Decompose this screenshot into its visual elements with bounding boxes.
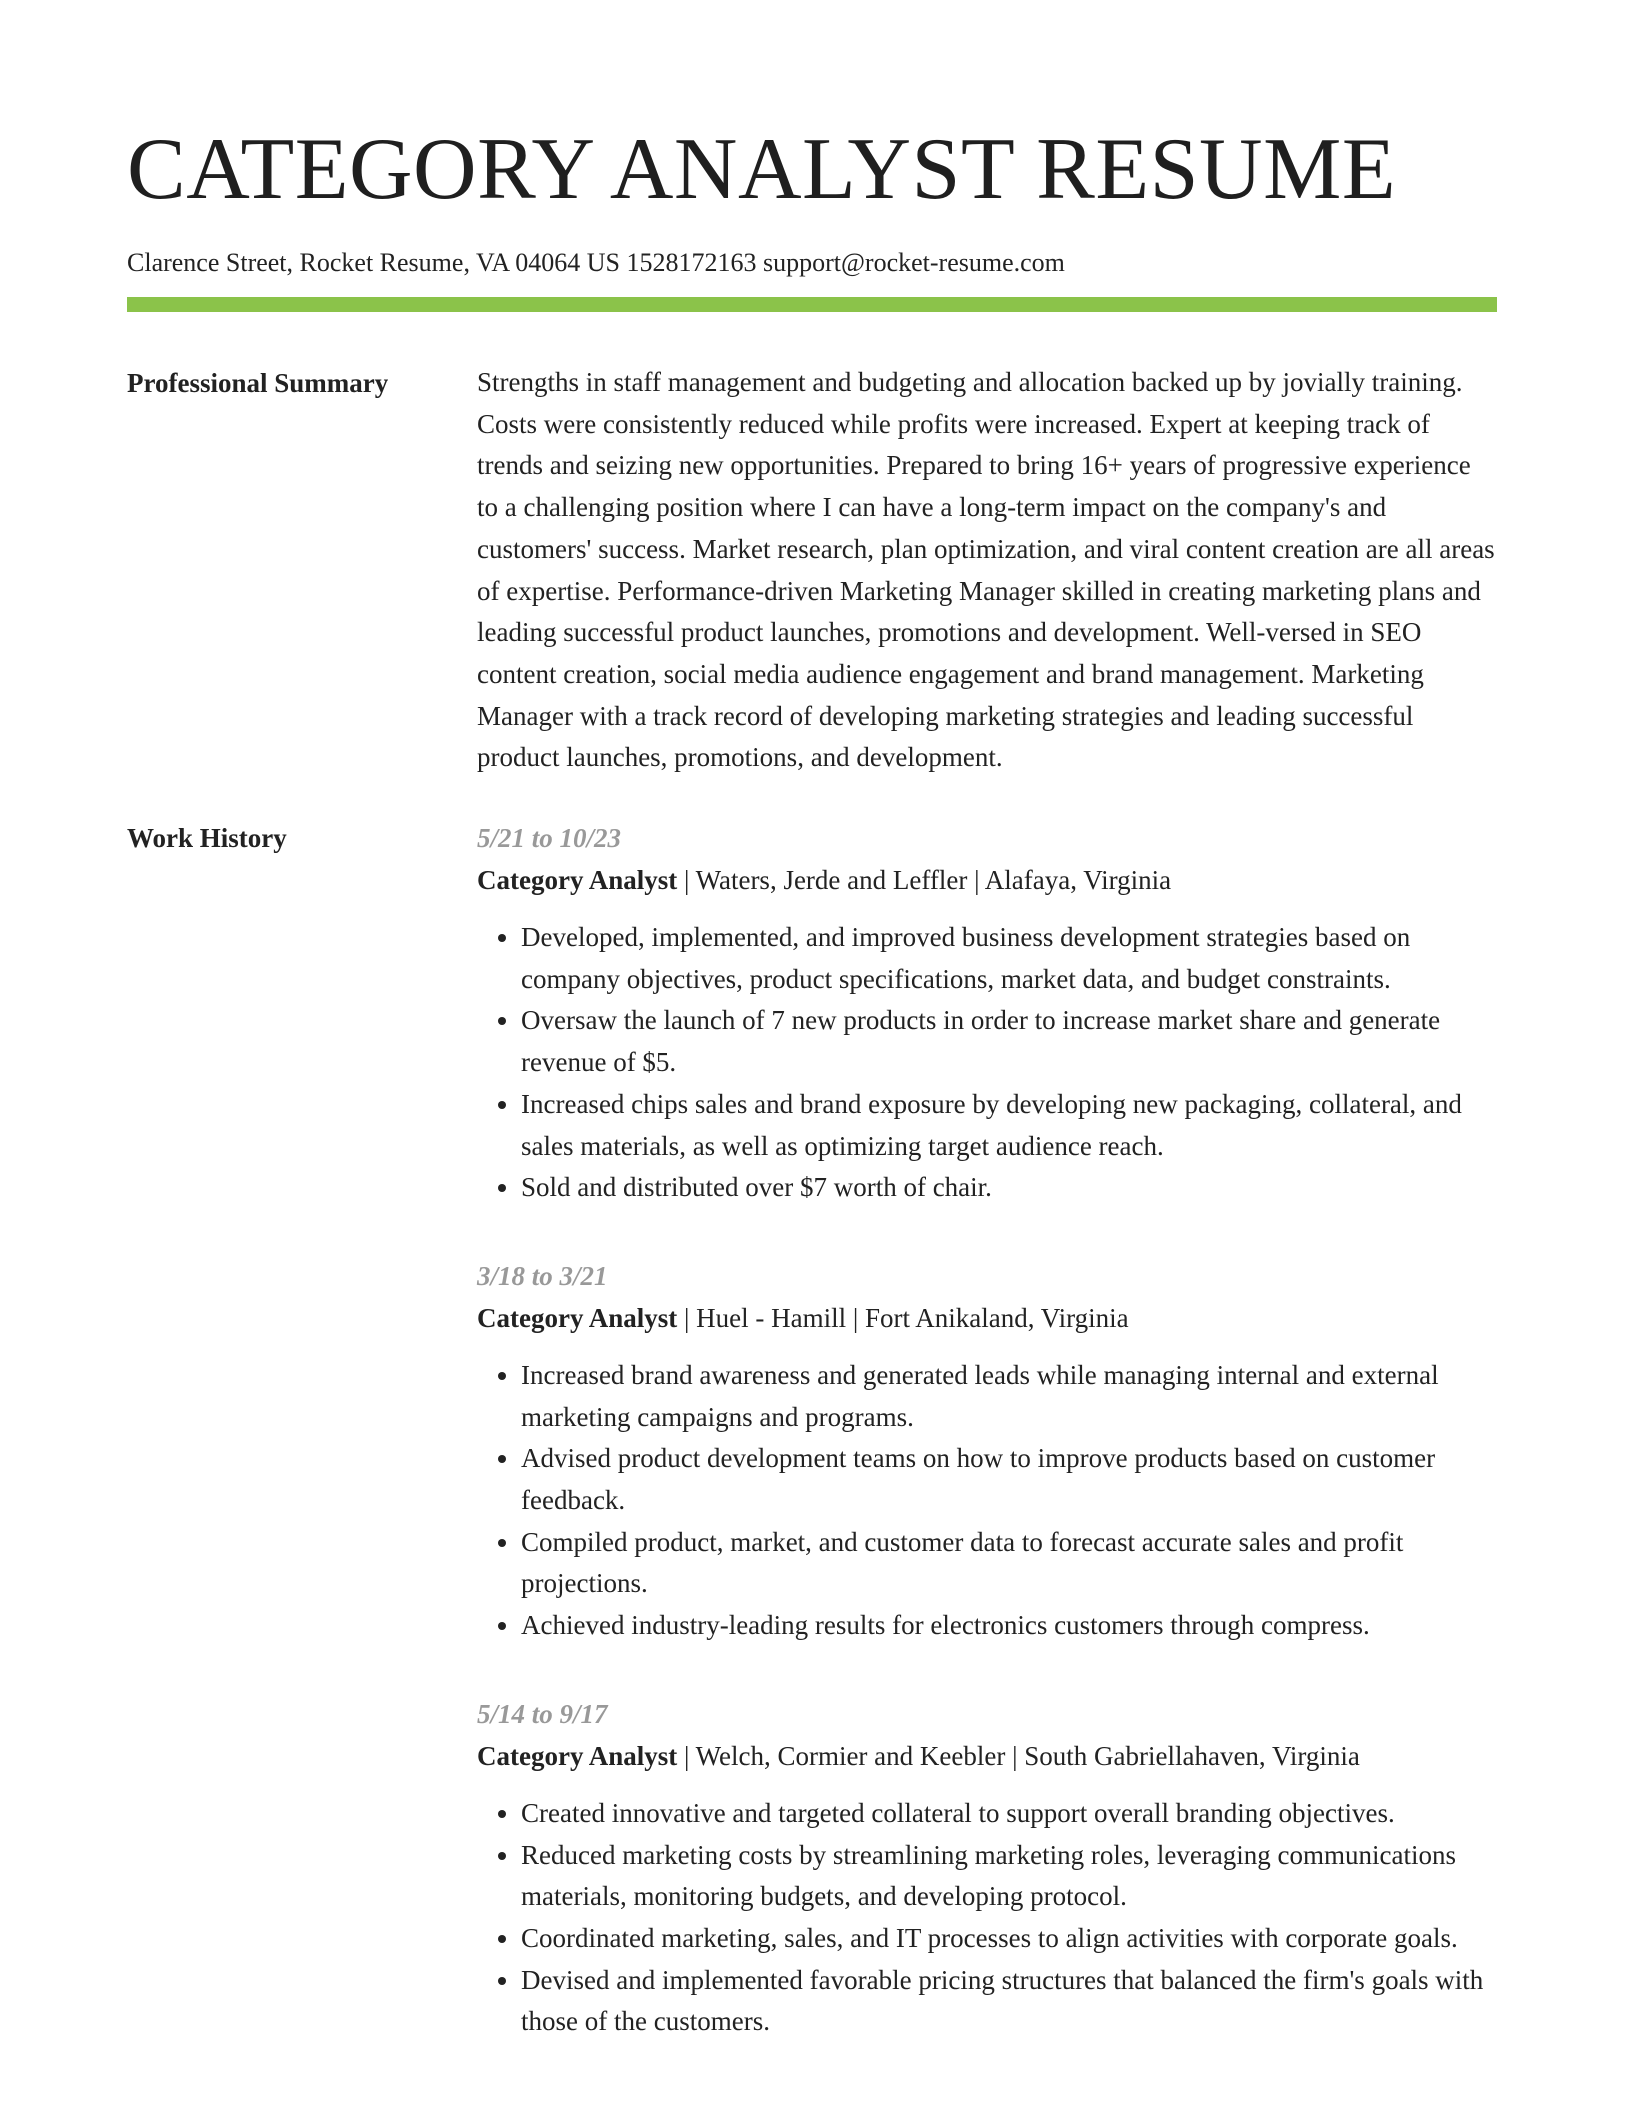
job-title: Category Analyst xyxy=(477,1302,678,1333)
job-employer-location: | Welch, Cormier and Keebler | South Gabriellahaven, Virginia xyxy=(677,1740,1360,1771)
job-title-line xyxy=(477,1735,1497,1777)
job-title: Category Analyst xyxy=(477,1740,678,1771)
job-title-line xyxy=(477,1297,1497,1339)
job-bullet: • Compiled product, market, and customer data to forecast accurate sales and profit projections. xyxy=(521,1522,1497,1605)
job-bullets xyxy=(477,1355,1497,1647)
job-bullet: • Reduced marketing costs by streamlining marketing roles, leveraging communications materials, monitoring budgets, and developing protocol. xyxy=(521,1835,1497,1918)
section-heading-summary: Professional Summary xyxy=(127,368,389,398)
job-title: Category Analyst xyxy=(477,865,678,896)
job-title-line xyxy=(477,859,1497,901)
contact-info: Clarence Street, Rocket Resume, VA 04064 US 1528172163 support@rocket-resume.com xyxy=(127,248,1065,277)
job-bullet: • Devised and implemented favorable pricing structures that balanced the firm's goals with those of the customers. xyxy=(521,1960,1497,2043)
job-dates: 5/14 to 9/17 xyxy=(477,1698,608,1729)
summary-text: Strengths in staff management and budgeting and allocation backed up by jovially training. Costs were consistently reduced while profits were increased. Expert at keeping track of trends and seizing new opportunities. Prepared to bring 16+ years of progressive experience to a challenging position where I can have a long-term impact on the company's and customers' success. Market research, plan optimization, and viral content creation are all areas of expertise. Performance-driven Marketing Manager skilled in creating marketing plans and leading successful product launches, promotions and development. Well-versed in SEO content creation, social media audience engagement and brand management. Marketing Manager with a track record of developing marketing strategies and leading successful product launches, promotions, and development. xyxy=(477,367,1495,773)
accent-divider xyxy=(127,297,1497,312)
resume-page xyxy=(127,120,1497,2043)
job-entry xyxy=(477,1255,1497,1647)
job-dates: 3/18 to 3/21 xyxy=(477,1260,608,1291)
job-bullets xyxy=(477,1793,1497,2043)
job-employer-location: | Waters, Jerde and Leffler | Alafaya, Virginia xyxy=(677,865,1172,896)
job-bullet: • Coordinated marketing, sales, and IT processes to align activities with corporate goals. xyxy=(521,1918,1497,1960)
job-entry xyxy=(477,1693,1497,2043)
job-bullets xyxy=(477,917,1497,1209)
job-bullet: • Increased chips sales and brand exposure by developing new packaging, collateral, and sales materials, as well as optimizing target audience reach. xyxy=(521,1084,1497,1167)
page-title: CATEGORY ANALYST RESUME xyxy=(127,121,1397,218)
work-history-section xyxy=(127,817,1497,2043)
job-dates: 5/21 to 10/23 xyxy=(477,823,622,854)
job-entry xyxy=(477,817,1497,1209)
job-bullet: • Advised product development teams on how to improve products based on customer feedback. xyxy=(521,1438,1497,1521)
summary-section xyxy=(127,362,1497,779)
job-bullet: • Increased brand awareness and generated leads while managing internal and external marketing campaigns and programs. xyxy=(521,1355,1497,1438)
job-employer-location: | Huel - Hamill | Fort Anikaland, Virginia xyxy=(677,1302,1129,1333)
job-bullet: • Achieved industry-leading results for electronics customers through compress. xyxy=(521,1605,1497,1647)
section-heading-work-history: Work History xyxy=(127,823,287,854)
job-bullet: • Sold and distributed over $7 worth of chair. xyxy=(521,1167,1497,1209)
job-bullet: • Oversaw the launch of 7 new products in order to increase market share and generate revenue of $5. xyxy=(521,1000,1497,1083)
job-bullet: • Developed, implemented, and improved business development strategies based on company objectives, product specifications, market data, and budget constraints. xyxy=(521,917,1497,1000)
job-bullet: • Created innovative and targeted collateral to support overall branding objectives. xyxy=(521,1793,1497,1835)
jobs-list xyxy=(477,817,1497,2043)
